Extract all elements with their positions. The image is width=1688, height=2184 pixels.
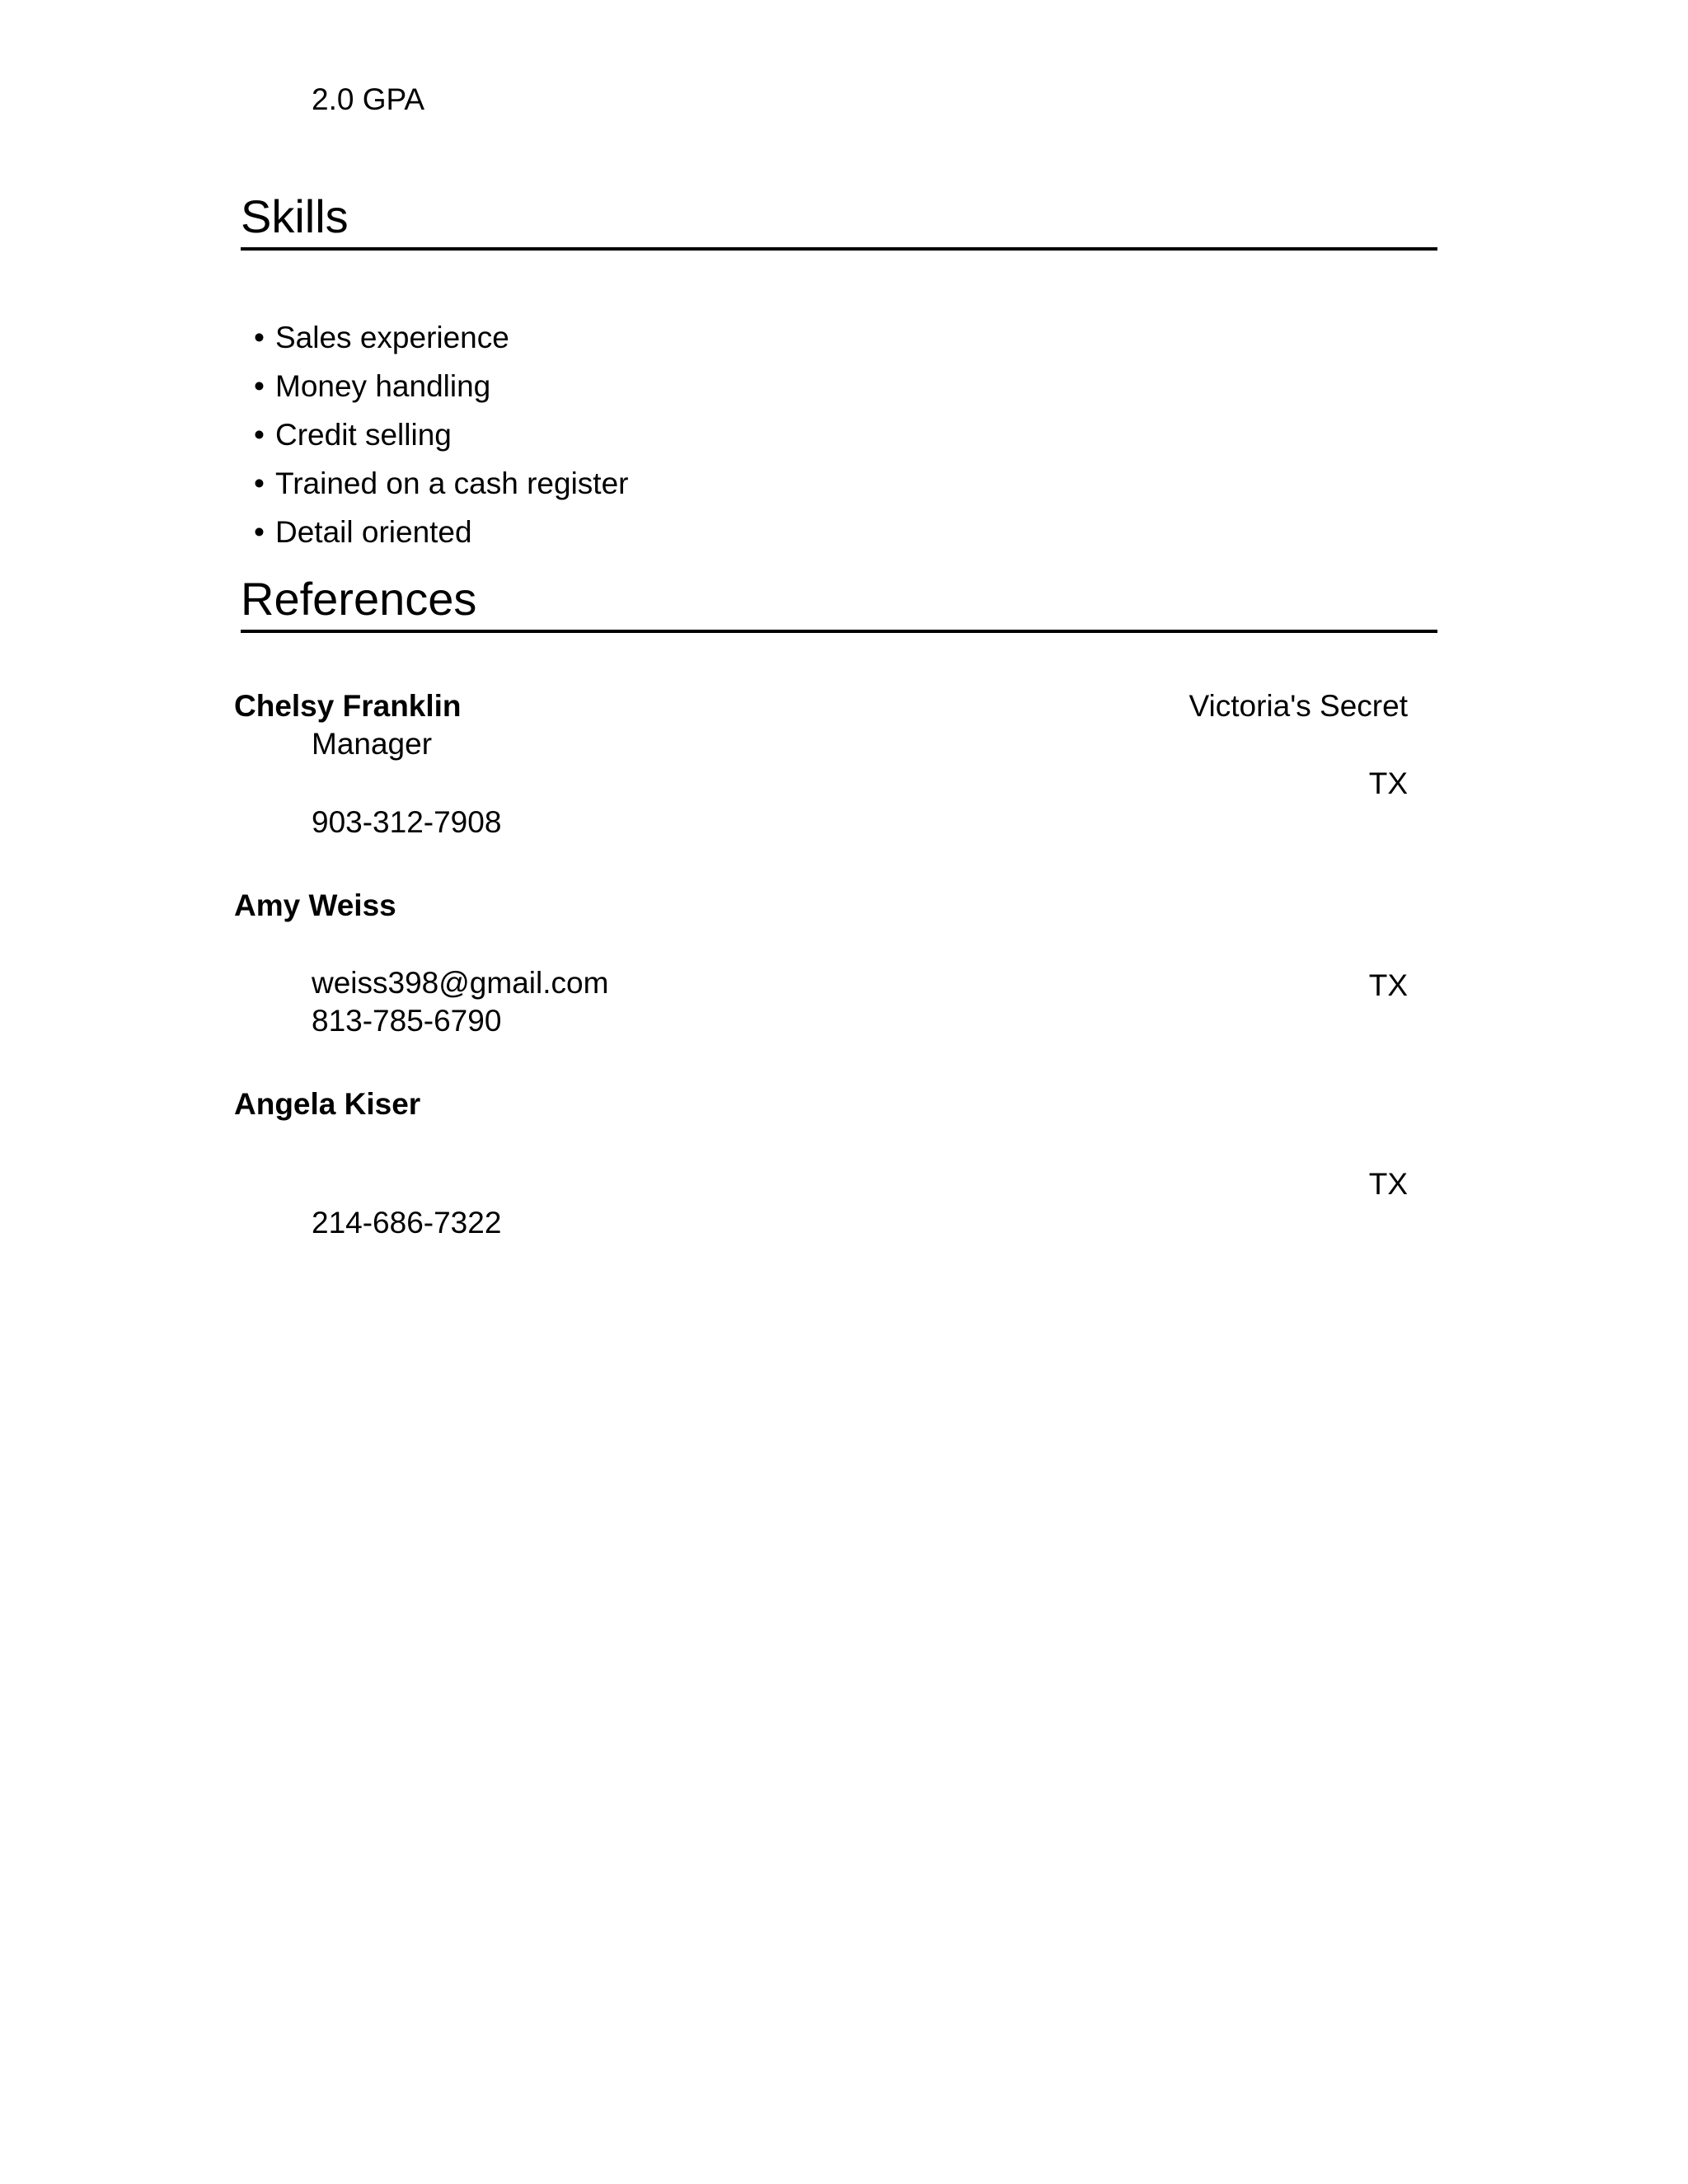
reference-state: TX: [1368, 1167, 1408, 1201]
skill-label: Sales experience: [275, 321, 509, 354]
references-heading: References: [241, 573, 477, 625]
reference-title: Manager: [312, 727, 433, 761]
reference-name: Amy Weiss: [234, 888, 396, 922]
reference-phone: 903-312-7908: [312, 805, 502, 839]
reference-name: Angela Kiser: [234, 1087, 421, 1121]
skills-divider: [241, 247, 1437, 251]
skill-label: Credit selling: [275, 418, 452, 452]
skill-item: [254, 459, 628, 508]
skills-list: [254, 313, 628, 556]
skill-label: Trained on a cash register: [275, 466, 629, 500]
gpa-text: 2.0 GPA: [312, 82, 425, 116]
reference-phone: 214-686-7322: [312, 1206, 502, 1240]
reference-state: TX: [1368, 766, 1408, 800]
skill-item: [254, 410, 628, 459]
reference-phone: 813-785-6790: [312, 1004, 502, 1038]
bullet-icon: •: [254, 466, 265, 500]
skill-item: [254, 313, 628, 362]
skills-heading: Skills: [241, 190, 349, 242]
bullet-icon: •: [254, 418, 265, 452]
bullet-icon: •: [254, 321, 265, 354]
reference-email: weiss398@gmail.com: [312, 966, 609, 1000]
skill-label: Money handling: [275, 369, 491, 403]
reference-name: Chelsy Franklin: [234, 689, 462, 723]
skill-item: [254, 362, 628, 410]
bullet-icon: •: [254, 515, 265, 549]
skill-item: [254, 508, 628, 556]
references-divider: [241, 630, 1437, 633]
bullet-icon: •: [254, 369, 265, 403]
reference-company: Victoria's Secret: [1189, 689, 1408, 723]
skill-label: Detail oriented: [275, 515, 472, 549]
reference-state: TX: [1368, 968, 1408, 1002]
